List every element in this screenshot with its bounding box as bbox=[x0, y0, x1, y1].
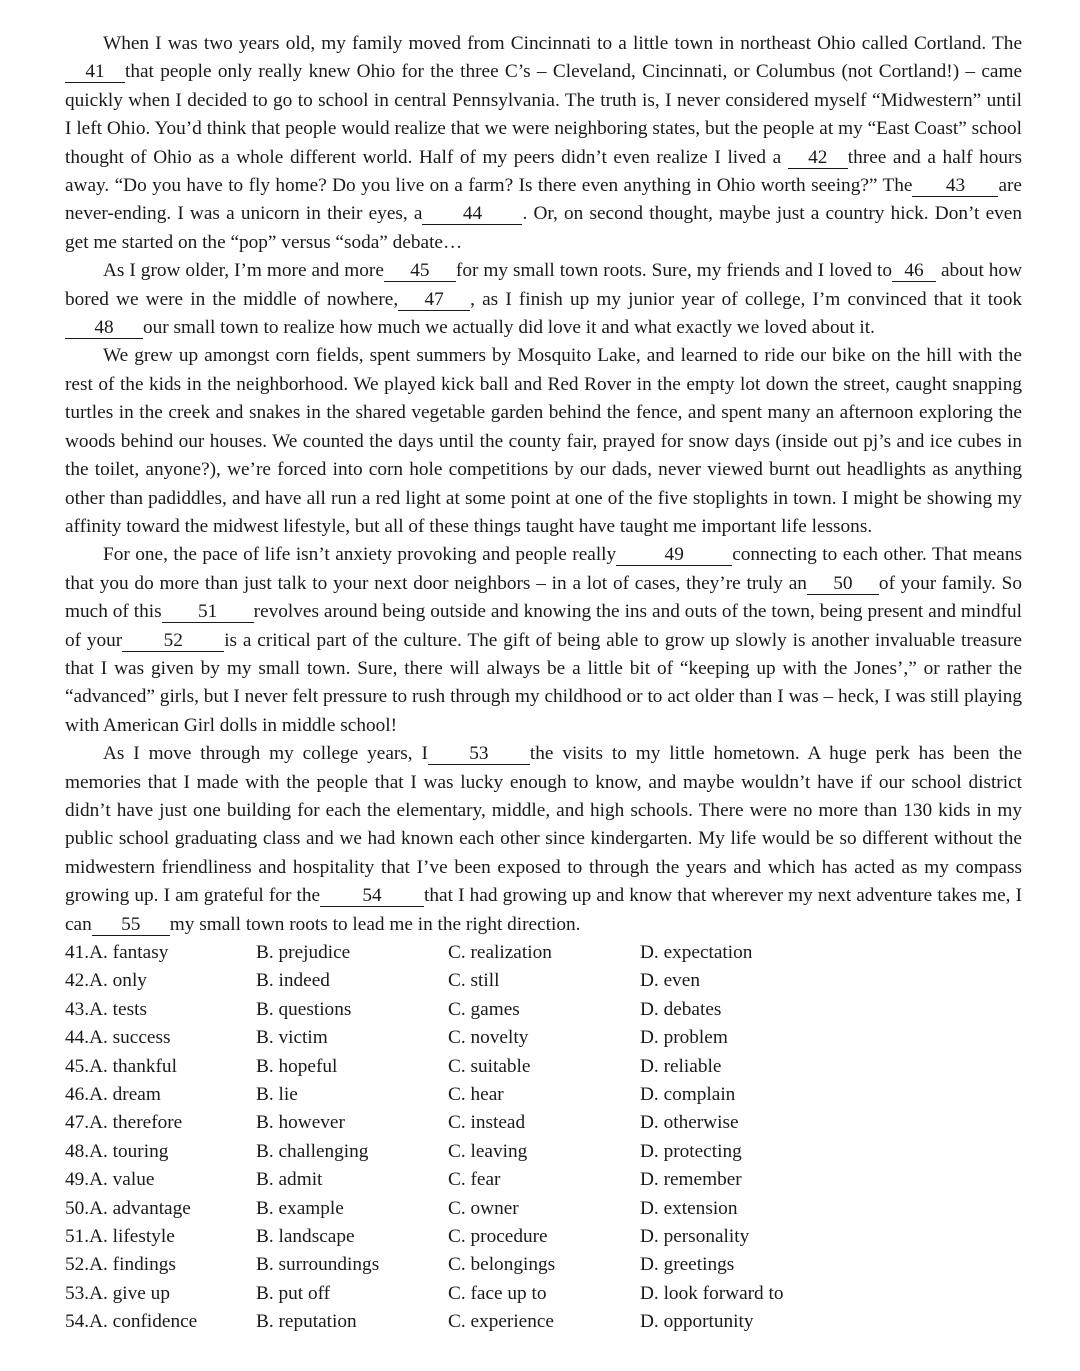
option-row bbox=[65, 1166, 1022, 1194]
blank-41: 41 bbox=[65, 61, 125, 83]
option-choice-a: 51.A. lifestyle bbox=[65, 1225, 175, 1247]
option-choice-a: 53.A. give up bbox=[65, 1282, 170, 1304]
option-row bbox=[65, 1308, 1022, 1336]
option-choice-d: D. reliable bbox=[640, 1055, 722, 1077]
option-choice-c: C. still bbox=[448, 970, 500, 992]
passage-text-run: about how bored we were in the middle of nowhere, bbox=[65, 260, 1022, 310]
option-choice-b: B. questions bbox=[256, 998, 352, 1020]
option-choice-d: D. otherwise bbox=[640, 1112, 739, 1134]
option-choice-b: B. prejudice bbox=[256, 942, 351, 963]
option-choice-c: C. novelty bbox=[448, 1027, 529, 1049]
passage-paragraph bbox=[65, 541, 1022, 740]
option-row bbox=[65, 939, 1022, 967]
option-choice-a: 52.A. findings bbox=[65, 1254, 176, 1276]
option-choice-b: B. example bbox=[256, 1197, 344, 1219]
option-choice-b: B. lie bbox=[256, 1083, 298, 1105]
passage-text-run: are never-ending. I was a unicorn in their eyes, a bbox=[65, 175, 1022, 225]
option-choice-d: D. complain bbox=[640, 1083, 736, 1105]
option-choice-b: B. however bbox=[256, 1112, 345, 1134]
passage-paragraph bbox=[65, 740, 1022, 939]
option-choice-b: B. surroundings bbox=[256, 1254, 380, 1276]
option-choice-c: C. suitable bbox=[448, 1055, 531, 1077]
passage-paragraph bbox=[65, 342, 1022, 541]
cloze-passage-page bbox=[65, 30, 1022, 1336]
option-choice-c: C. procedure bbox=[448, 1225, 548, 1247]
option-row bbox=[65, 1251, 1022, 1279]
option-choice-d: D. opportunity bbox=[640, 1311, 754, 1333]
passage-text-run: is a critical part of the culture. The gift of being able to grow up slowly is another invaluable treasure that I was given by my small town. Sure, there will always be a little bit of “keeping up with the Jones’,” or rather the “advanced” girls, but I never felt pressure to rush through my childhood or to act older than I was – heck, I was still playing with American Girl dolls in middle school! bbox=[65, 629, 1022, 736]
option-choice-a: 46.A. dream bbox=[65, 1083, 161, 1105]
option-choice-b: B. landscape bbox=[256, 1225, 355, 1247]
blank-53: 53 bbox=[428, 743, 530, 765]
passage-text-run: When I was two years old, my family moved from Cincinnati to a little town in northeast Ohio called Cortland. The bbox=[103, 33, 1022, 54]
passage-text-run: . Or, on second thought, maybe just a country hick. Don’t even get me started on the “pop” versus “soda” debate… bbox=[65, 203, 1022, 253]
option-choice-c: C. experience bbox=[448, 1311, 554, 1333]
passage-paragraph bbox=[65, 257, 1022, 342]
option-choice-d: D. problem bbox=[640, 1027, 728, 1049]
option-row bbox=[65, 1223, 1022, 1251]
option-choice-d: D. even bbox=[640, 970, 700, 992]
passage-text bbox=[65, 30, 1022, 939]
option-choice-a: 43.A. tests bbox=[65, 998, 147, 1020]
option-choice-b: B. admit bbox=[256, 1169, 323, 1191]
option-choice-d: D. protecting bbox=[640, 1140, 742, 1162]
option-choice-d: D. personality bbox=[640, 1225, 750, 1247]
blank-48: 48 bbox=[65, 317, 143, 339]
option-choice-a: 45.A. thankful bbox=[65, 1055, 177, 1077]
blank-43: 43 bbox=[912, 175, 998, 197]
option-choice-d: D. debates bbox=[640, 998, 722, 1020]
option-choice-b: B. hopeful bbox=[256, 1055, 338, 1077]
option-choice-c: C. hear bbox=[448, 1083, 504, 1105]
passage-text-run: We grew up amongst corn fields, spent summers by Mosquito Lake, and learned to ride our bike on the hill with the rest of the kids in the neighborhood. We played kick ball and Red Rover in the empty lot down the street, caught snapping turtles in the creek and snakes in the shared vegetable garden behind the fence, and spent many an afternoon exploring the woods behind our houses. We counted the days until the county fair, prayed for snow days (inside out pj’s and ice cubes in the toilet, anyone?), we’re forced into corn hole competitions by our dads, never viewed burnt out headlights as anything other than padiddles, and have all run a red light at some point at one of the five stoplights in town. I might be showing my affinity toward the midwest lifestyle, but all of these things taught have taught me important life lessons. bbox=[65, 345, 1022, 537]
option-choice-d: D. remember bbox=[640, 1169, 742, 1191]
passage-text-run: the visits to my little hometown. A huge perk has been the memories that I made with the people that I was lucky enough to know, and maybe wouldn’t have if our school district didn’t have just one building for each the elementary, middle, and high schools. There were no more than 130 kids in my public school graduating class and we had known each other since kindergarten. My life would be so different without the midwestern friendliness and hospitality that I’ve been exposed to through the years and which has acted as my compass growing up. I am grateful for the bbox=[65, 743, 1023, 907]
passage-text-run: for my small town roots. Sure, my friends and I loved to bbox=[455, 260, 892, 282]
blank-49: 49 bbox=[616, 544, 732, 566]
option-choice-c: C. belongings bbox=[448, 1254, 556, 1276]
option-choice-c: C. instead bbox=[448, 1112, 526, 1134]
passage-text-run: As I move through my college years, I bbox=[103, 743, 428, 765]
passage-text-run: revolves around being outside and knowing the ins and outs of the town, being present and mindful of your bbox=[65, 601, 1022, 651]
blank-54: 54 bbox=[320, 885, 424, 907]
option-choice-a: 44.A. success bbox=[65, 1027, 171, 1049]
passage-text-run: my small town roots to lead me in the right direction. bbox=[169, 913, 581, 935]
blank-42: 42 bbox=[788, 147, 848, 169]
option-choice-b: B. victim bbox=[256, 1027, 328, 1049]
passage-text-run: three and a half hours away. “Do you have to fly home? Do you live on a farm? Is there even anything in Ohio worth seeing?” The bbox=[65, 146, 1022, 197]
option-row bbox=[65, 1138, 1022, 1166]
blank-47: 47 bbox=[398, 289, 470, 311]
passage-text-run: that people only really knew Ohio for the three C’s – Cleveland, Cincinnati, or Columbus (not Cortland!) – came quickly when I decided to go to school in central Pennsylvania. The truth is, I never considered myself “Midwestern” until I left Ohio. You’d think that people would realize that we were neighboring states, but the people at my “East Coast” school thought of Ohio as a whole different world. Half of my peers didn’t even realize I lived a bbox=[65, 61, 1022, 168]
option-choice-a: 49.A. value bbox=[65, 1169, 155, 1191]
blank-45: 45 bbox=[384, 260, 456, 282]
option-row bbox=[65, 1024, 1022, 1052]
passage-text-run: connecting to each other. That means that you do more than just talk to your next door neighbors – in a lot of cases, they’re truly an bbox=[65, 544, 1022, 594]
option-choice-a: 42.A. only bbox=[65, 970, 147, 992]
option-choice-a: 47.A. therefore bbox=[65, 1112, 183, 1134]
option-choice-a: 50.A. advantage bbox=[65, 1197, 191, 1219]
option-row bbox=[65, 1053, 1022, 1081]
option-choice-c: C. leaving bbox=[448, 1140, 528, 1162]
option-choice-a: 54.A. confidence bbox=[65, 1311, 198, 1333]
option-choice-b: B. indeed bbox=[256, 970, 330, 992]
blank-51: 51 bbox=[162, 601, 254, 623]
blank-44: 44 bbox=[422, 203, 522, 225]
option-choice-d: D. expectation bbox=[640, 942, 753, 963]
option-choice-b: B. challenging bbox=[256, 1140, 369, 1162]
option-choice-d: D. greetings bbox=[640, 1254, 735, 1276]
option-choice-b: B. put off bbox=[256, 1282, 331, 1304]
option-row bbox=[65, 996, 1022, 1024]
option-row bbox=[65, 1195, 1022, 1223]
option-row bbox=[65, 1109, 1022, 1137]
option-row bbox=[65, 1280, 1022, 1308]
passage-text-run: As I grow older, I’m more and more bbox=[103, 260, 384, 282]
option-choice-a: 41.A. fantasy bbox=[65, 942, 169, 963]
passage-text-run: that I had growing up and know that wherever my next adventure takes me, I can bbox=[65, 885, 1022, 935]
option-choice-a: 48.A. touring bbox=[65, 1140, 169, 1162]
option-choice-d: D. look forward to bbox=[640, 1282, 784, 1304]
option-choice-c: C. realization bbox=[448, 942, 552, 963]
passage-text-run: For one, the pace of life isn’t anxiety provoking and people really bbox=[103, 544, 617, 566]
passage-text-run: of your family. So much of this bbox=[65, 572, 1022, 623]
answer-options-list bbox=[65, 939, 1022, 1336]
blank-55: 55 bbox=[92, 914, 170, 936]
blank-46: 46 bbox=[892, 260, 936, 282]
option-choice-d: D. extension bbox=[640, 1197, 738, 1219]
option-choice-c: C. face up to bbox=[448, 1282, 547, 1304]
blank-52: 52 bbox=[122, 630, 224, 652]
option-choice-c: C. owner bbox=[448, 1197, 519, 1219]
passage-text-run: , as I finish up my junior year of college, I’m convinced that it took bbox=[470, 288, 1022, 310]
blank-50: 50 bbox=[807, 573, 879, 595]
option-choice-b: B. reputation bbox=[256, 1311, 357, 1333]
option-row bbox=[65, 1081, 1022, 1109]
passage-text-run: our small town to realize how much we actually did love it and what exactly we loved about it. bbox=[143, 317, 875, 339]
passage-paragraph bbox=[65, 30, 1022, 257]
option-choice-c: C. fear bbox=[448, 1169, 501, 1191]
option-row bbox=[65, 967, 1022, 995]
option-choice-c: C. games bbox=[448, 998, 520, 1020]
